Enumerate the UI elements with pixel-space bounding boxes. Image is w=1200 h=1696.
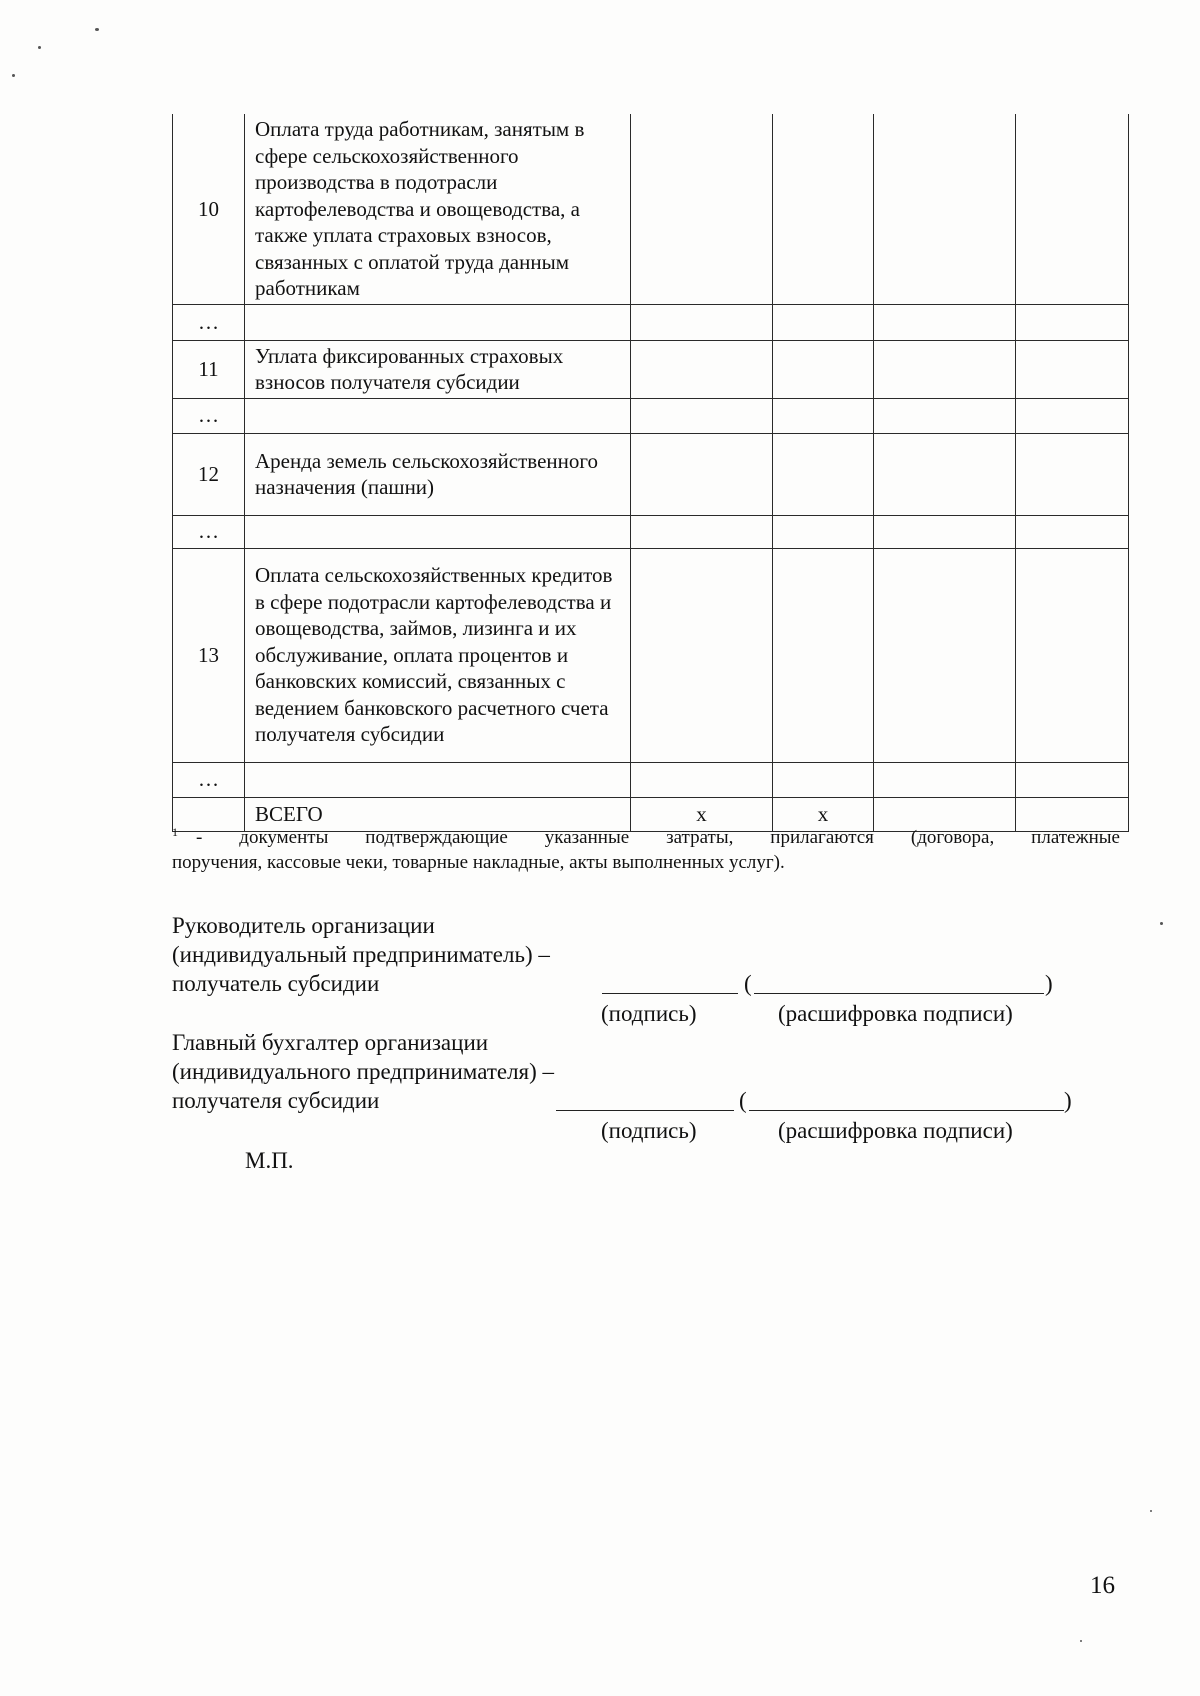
table-cell — [773, 548, 874, 762]
head-open-paren: ( — [744, 971, 752, 996]
row-number: … — [173, 304, 245, 340]
page-number: 16 — [1090, 1572, 1115, 1599]
table-cell — [773, 340, 874, 398]
table-cell — [631, 304, 773, 340]
row-number: 11 — [173, 340, 245, 398]
expenses-table — [172, 114, 1129, 832]
accountant-title-line-1: Главный бухгалтер организации — [172, 1030, 489, 1055]
row-number: … — [173, 398, 245, 433]
row-description: Оплата труда работникам, занятым в сфере сельскохозяйственного производства в подотрасли картофелеводства и овощеводства, а также уплата страховых взносов, связанных с оплатой труда данным работникам — [245, 114, 631, 304]
row-description — [245, 515, 631, 548]
table-cell — [1016, 114, 1129, 304]
scan-speck — [1150, 1510, 1152, 1512]
table-cell — [1016, 433, 1129, 515]
total-cell-mark: x — [773, 797, 874, 831]
accountant-close-paren: ) — [1064, 1088, 1072, 1113]
accountant-decoding-line — [749, 1110, 1064, 1111]
table-cell — [773, 515, 874, 548]
scan-speck — [95, 28, 99, 31]
table-cell — [631, 340, 773, 398]
table-row — [173, 304, 1129, 340]
table-cell — [773, 304, 874, 340]
accountant-title-line-3: получателя субсидии — [172, 1088, 380, 1113]
scan-speck — [1080, 1640, 1082, 1642]
footnote — [172, 825, 1120, 875]
head-close-paren: ) — [1045, 971, 1053, 996]
table-row — [173, 762, 1129, 797]
table-row — [173, 114, 1129, 304]
table-cell — [874, 398, 1016, 433]
table-cell — [631, 762, 773, 797]
table-cell — [1016, 548, 1129, 762]
table-cell — [1016, 515, 1129, 548]
row-description — [245, 762, 631, 797]
row-number: … — [173, 762, 245, 797]
row-number: 10 — [173, 114, 245, 304]
table-cell — [874, 548, 1016, 762]
table-row — [173, 433, 1129, 515]
accountant-sign-caption: (подпись) — [601, 1118, 697, 1143]
footnote-line-1 — [172, 825, 1120, 850]
head-sign-caption: (подпись) — [601, 1001, 697, 1026]
row-number: … — [173, 515, 245, 548]
head-decoding-line — [754, 993, 1044, 994]
accountant-title-line-2: (индивидуального предпринимателя) – — [172, 1059, 555, 1084]
table-row — [173, 548, 1129, 762]
table-cell — [631, 398, 773, 433]
table-cell — [773, 398, 874, 433]
scan-speck — [1160, 922, 1163, 925]
footnote-line-2: поручения, кассовые чеки, товарные накладные, акты выполненных услуг). — [172, 852, 785, 873]
table-cell — [874, 340, 1016, 398]
table-cell — [1016, 762, 1129, 797]
table-row — [173, 398, 1129, 433]
table-row — [173, 340, 1129, 398]
stamp-place-label: М.П. — [245, 1148, 294, 1173]
table-cell — [874, 762, 1016, 797]
scan-speck — [12, 74, 15, 77]
head-title-line-1: Руководитель организации — [172, 913, 435, 938]
scan-speck — [38, 46, 41, 49]
accountant-signature-line — [556, 1110, 734, 1111]
row-number: 13 — [173, 548, 245, 762]
table-cell — [874, 304, 1016, 340]
footnote-text-1: - документы подтверждающие указанные затраты, прилагаются (договора, платежные — [196, 827, 1120, 848]
row-number: 12 — [173, 433, 245, 515]
table-cell — [874, 433, 1016, 515]
table-cell — [1016, 340, 1129, 398]
table-cell — [1016, 304, 1129, 340]
table-cell — [631, 114, 773, 304]
table-cell — [874, 515, 1016, 548]
row-description: Уплата фиксированных страховых взносов получателя субсидии — [245, 340, 631, 398]
table-cell — [631, 433, 773, 515]
row-description — [245, 304, 631, 340]
accountant-decode-caption: (расшифровка подписи) — [778, 1118, 1013, 1143]
row-description: Аренда земель сельскохозяйственного назначения (пашни) — [245, 433, 631, 515]
head-title-line-3: получатель субсидии — [172, 971, 380, 996]
footnote-marker: 1 — [172, 824, 178, 839]
table-cell — [631, 515, 773, 548]
accountant-open-paren: ( — [739, 1088, 747, 1113]
table-row — [173, 515, 1129, 548]
table-cell — [773, 114, 874, 304]
row-description: Оплата сельскохозяйственных кредитов в сфере подотрасли картофелеводства и овощеводства, займов, лизинга и их обслуживание, оплата процентов и банковских комиссий, связанных с ведением банковского расчетного счета получателя субсидии — [245, 548, 631, 762]
table-cell — [773, 762, 874, 797]
total-label: ВСЕГО — [245, 797, 631, 831]
head-title-line-2: (индивидуальный предприниматель) – — [172, 942, 550, 967]
head-signature-line — [602, 993, 738, 994]
total-cell-mark: x — [631, 797, 773, 831]
table-cell — [1016, 398, 1129, 433]
table-cell — [773, 433, 874, 515]
table-cell — [631, 548, 773, 762]
head-decode-caption: (расшифровка подписи) — [778, 1001, 1013, 1026]
row-description — [245, 398, 631, 433]
table-cell — [874, 114, 1016, 304]
